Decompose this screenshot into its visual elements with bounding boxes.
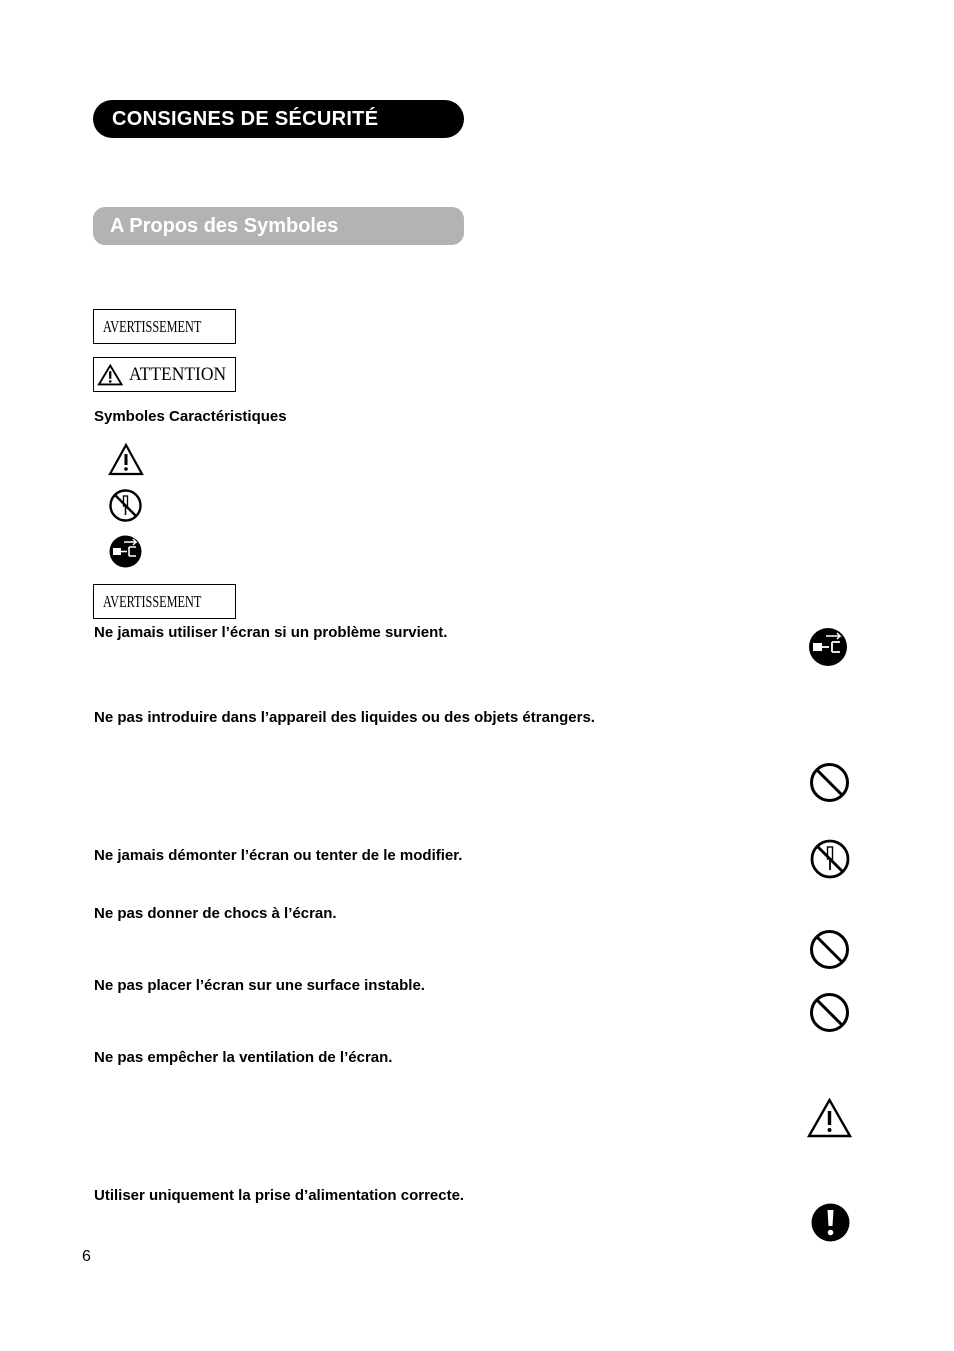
no-disassembly-icon (809, 838, 851, 880)
caution-label-box (93, 357, 236, 392)
warning-label-text: AVERTISSEMENT (103, 316, 202, 336)
unplug-icon (808, 627, 848, 667)
prohibition-icon (809, 762, 850, 803)
section-title-banner (93, 100, 464, 138)
subsection-title-banner (93, 207, 464, 245)
section-title: CONSIGNES DE SÉCURITÉ (112, 107, 379, 130)
prohibition-icon (809, 929, 850, 970)
no-disassembly-icon (108, 488, 143, 523)
caution-triangle-icon (807, 1098, 852, 1138)
mandatory-exclamation-icon (810, 1202, 851, 1243)
subsection-title: A Propos des Symboles (110, 214, 339, 237)
warning-label-box (93, 584, 236, 619)
warning-item-text: Utiliser uniquement la prise d’alimentation correcte. (94, 1187, 465, 1204)
warning-item-text: Ne pas introduire dans l’appareil des liquides ou des objets étrangers. (94, 709, 595, 726)
warning-item-text: Ne pas donner de chocs à l’écran. (94, 905, 337, 922)
symbols-heading: Symboles Caractéristiques (94, 408, 287, 425)
unplug-icon (108, 534, 143, 569)
warning-label-text: AVERTISSEMENT (103, 591, 202, 611)
warning-item-text: Ne jamais démonter l’écran ou tenter de le modifier. (94, 847, 463, 864)
warning-triangle-icon (97, 363, 123, 387)
caution-triangle-icon (108, 443, 144, 476)
prohibition-icon (809, 992, 850, 1033)
page-number: 6 (82, 1248, 91, 1265)
warning-item-text: Ne jamais utiliser l’écran si un problème survient. (94, 624, 448, 641)
caution-label-text: ATTENTION (129, 363, 227, 385)
warning-item-text: Ne pas empêcher la ventilation de l’écran. (94, 1049, 393, 1066)
warning-item-text: Ne pas placer l’écran sur une surface instable. (94, 977, 425, 994)
warning-label-box (93, 309, 236, 344)
